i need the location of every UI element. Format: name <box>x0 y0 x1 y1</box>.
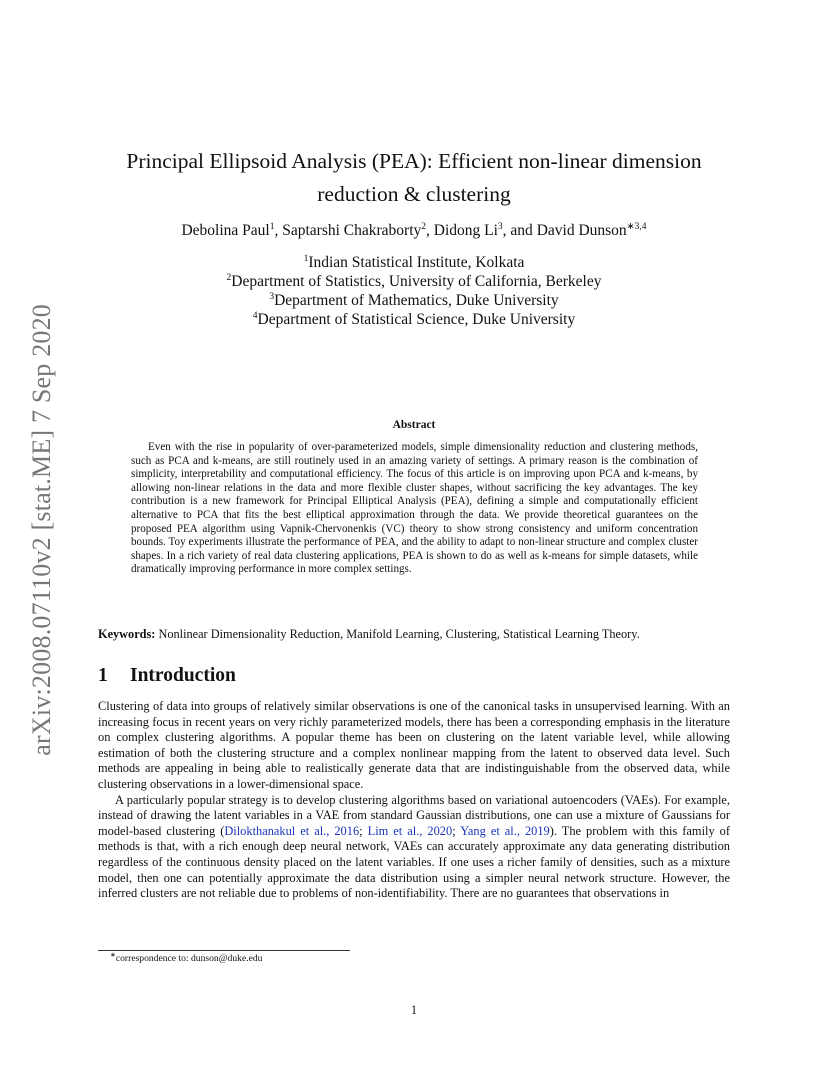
author-name: David Dunson <box>536 222 627 239</box>
author-name: Didong Li <box>433 222 498 239</box>
affiliation-text: Department of Statistical Science, Duke University <box>257 311 576 328</box>
author-name: Debolina Paul <box>181 222 270 239</box>
arxiv-identifier-stamp <box>22 290 62 770</box>
footnote-text: correspondence to: dunson@duke.edu <box>115 953 263 964</box>
footnote-mark: ∗ <box>110 951 116 959</box>
citation-link[interactable]: Yang et al., 2019 <box>460 823 550 838</box>
footnote-divider <box>98 950 350 951</box>
author-list <box>90 220 738 242</box>
paragraph: Clustering of data into groups of relatively similar observations is one of the canonical tasks in unsupervised learning. With an increasing focus in recent years on very richly parameterized models, there has been a corresponding emphasis in the literature on complex clustering algorithms. A popular theme has been on clustering on the latent variable level, while allowing estimation of both the clustering structure and a complex nonlinear mapping from the latent to observed data level. Such methods are appealing in being able to realistically generate data that are indistinguishable from the observed data, while clustering observations in a lower-dimensional space. <box>98 699 730 791</box>
section-title: Introduction <box>130 665 236 686</box>
citation-separator: ; <box>452 823 461 838</box>
page-number: 1 <box>410 1003 418 1017</box>
affiliation-line <box>90 253 738 272</box>
author-affiliation-mark: 1 <box>269 222 275 232</box>
abstract-heading: Abstract <box>392 419 436 431</box>
citation-link[interactable]: Lim et al., 2020 <box>367 823 453 838</box>
author-separator: , <box>426 222 434 239</box>
paragraph-text: A particularly popular strategy is to develop clustering algorithms based on variational autoencoders (VAEs). For example, instead of drawing the latent variables in a VAE from standard Gaussian distributions, one can use a mixture of Gaussians for model-based clustering ( <box>98 792 730 838</box>
affiliation-mark: 3 <box>269 292 275 302</box>
affiliation-line <box>90 272 738 291</box>
keywords-text: Nonlinear Dimensionality Reduction, Manifold Learning, Clustering, Statistical Learning Theory. <box>158 627 640 641</box>
paragraph-text: ). The problem with this family of methods is that, with a rich enough deep neural network, VAEs can accurately approximate any data generating distribution regardless of the continuous density placed on the latent variables. If one uses a richer family of densities, such as a mixture model, then one can potentially approximate the data distribution using a simpler neural network structure. However, the inferred clusters are not reliable due to problems of non-identifiability. There are no guarantees that observations in <box>98 823 730 901</box>
citation-link[interactable]: Dilokthanakul et al., 2016 <box>224 823 360 838</box>
keywords-line <box>98 627 738 642</box>
affiliation-mark: 4 <box>252 311 258 321</box>
keywords-label: Keywords: <box>98 627 156 641</box>
affiliation-mark: 2 <box>226 273 232 283</box>
footnote <box>110 953 610 965</box>
author-name: Saptarshi Chakraborty <box>282 222 422 239</box>
introduction-body <box>98 699 730 902</box>
paper-title <box>90 145 738 211</box>
section-number: 1 <box>98 665 108 686</box>
affiliation-list <box>90 253 738 329</box>
affiliation-mark: 1 <box>303 254 309 264</box>
title-line-2: reduction & clustering <box>317 182 511 206</box>
affiliation-text: Indian Statistical Institute, Kolkata <box>308 254 525 271</box>
title-line-1: Principal Ellipsoid Analysis (PEA): Efficient non-linear dimension <box>126 149 702 173</box>
author-affiliation-mark: ∗3,4 <box>626 222 647 232</box>
author-affiliation-mark: 2 <box>421 222 427 232</box>
author-separator: , and <box>502 222 537 239</box>
citation-separator: ; <box>359 823 368 838</box>
section-heading-introduction <box>98 665 738 687</box>
affiliation-line <box>90 291 738 310</box>
author-separator: , <box>274 222 283 239</box>
affiliation-text: Department of Statistics, University of California, Berkeley <box>231 273 602 290</box>
author-affiliation-mark: 3 <box>497 222 503 232</box>
paragraph <box>98 793 730 902</box>
affiliation-line <box>90 310 738 329</box>
arxiv-identifier-text: arXiv:2008.07110v2 [stat.ME] 7 Sep 2020 <box>27 304 56 756</box>
abstract-body: Even with the rise in popularity of over-parameterized models, simple dimensionality reduction and clustering methods, such as PCA and k-means, are still routinely used in an amazing variety of settings. A primary reason is the combination of simplicity, interpretability and computational efficiency. The focus of this article is on improving upon PCA and k-means, by allowing non-linear relations in the data and more flexible cluster shapes, without sacrificing the key advantages. The key contribution is a new framework for Principal Elliptical Analysis (PEA), defining a simple and computationally efficient alternative to PCA that fits the best elliptical approximation through the data. We provide theoretical guarantees on the proposed PEA algorithm using Vapnik-Chervonenkis (VC) theory to show strong consistency and uniform concentration bounds. Toy experiments illustrate the performance of PEA, and the ability to adapt to non-linear structure and complex cluster shapes. In a rich variety of real data clustering applications, PEA is shown to do as well as k-means for simple datasets, while dramatically improving performance in more complex settings. <box>131 441 698 576</box>
affiliation-text: Department of Mathematics, Duke University <box>274 292 559 309</box>
